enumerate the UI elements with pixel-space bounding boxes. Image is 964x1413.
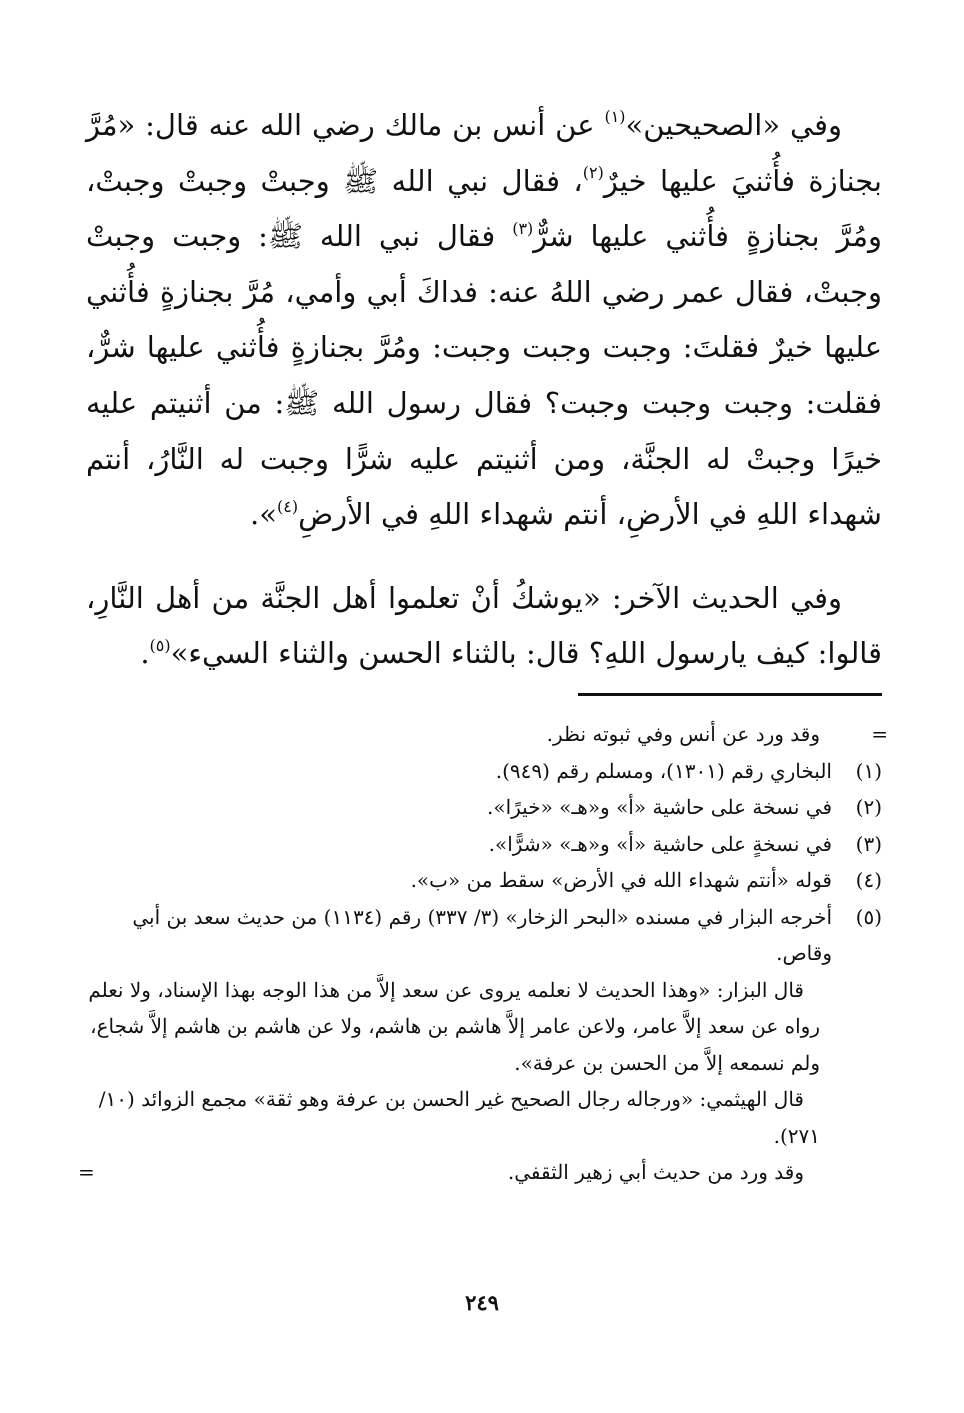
footnote-number: (٥) xyxy=(855,904,882,929)
footnote-ref-1[interactable]: (١) xyxy=(604,107,626,127)
footnote-separator xyxy=(578,693,882,696)
footnote-text: أخرجه البزار في مسنده «البحر الزخار» (٣/ ٣٣٧) رقم (١١٣٤) من حديث سعد بن أبي وقاص. xyxy=(132,904,832,965)
text-run: وفي «الصحيحين» xyxy=(625,108,842,142)
page-number: ٢٤٩ xyxy=(465,1290,499,1315)
last-line-text: وقد ورد من حديث أبي زهير الثقفي. xyxy=(507,1160,804,1184)
footnotes xyxy=(78,716,888,1191)
text-run: عن أنس بن مالك رضي الله عنه قال: «مُرَّ بجنازة فأُثنيَ عليها خيرٌ xyxy=(86,108,882,198)
bazzar-quote: قال البزار: «وهذا الحديث لا نعلمه يروى عن سعد إلاَّ من هذا الوجه بهذا الإسناد، ولا نعلم رواه عن سعد إلاَّ عامر، ولاعن عامر إلاَّ هاشم بن هاشم، ولا عن هاشم بن هاشم إلاَّ شجاع، ولم نسمعه إلاَّ من الحسن بن عرفة». xyxy=(88,977,820,1075)
footnote-3 xyxy=(86,826,882,863)
footnote-ref-2[interactable]: (٢) xyxy=(582,162,604,182)
footnote-number: (٣) xyxy=(855,831,882,856)
footnote-text: في نسخة على حاشية «أ» و«هـ» «خيرًا». xyxy=(487,795,832,819)
footnote-5 xyxy=(86,899,882,972)
footnote-ref-3[interactable]: (٣) xyxy=(512,218,534,238)
footnote-1 xyxy=(86,753,882,790)
footnote-ref-4[interactable]: (٤) xyxy=(276,496,299,516)
footnote-4 xyxy=(86,862,882,899)
footnote-number: (١) xyxy=(855,758,882,783)
main-text xyxy=(86,98,882,682)
continues-marker: = xyxy=(78,1160,95,1184)
footnote-number: (٢) xyxy=(855,795,882,819)
footnote-text: قوله «أنتم شهداء الله في الأرض» سقط من «ب». xyxy=(410,868,832,892)
text-run: . xyxy=(140,636,150,671)
footnote-continuation xyxy=(86,716,888,753)
text-run: ، فقال نبي الله ﷺ وجبتْ وجبتْ وجبتْ، ومُرَّ بجنازةٍ فأُثني عليها شرٌّ xyxy=(86,163,882,254)
paragraph-2 xyxy=(86,571,882,682)
text-run: وفي الحديث الآخر: «يوشكُ أنْ تعلموا أهل الجنَّة من أهل النَّارِ، قالوا: كيف يارسول اللهِ؟ قال: بالثناء الحسن والثناء السيء» xyxy=(86,580,882,671)
footnote-2 xyxy=(86,789,882,826)
footnote-last-line xyxy=(78,1154,882,1191)
paragraph-1 xyxy=(86,98,882,543)
continuation-marker: = xyxy=(871,722,888,746)
continuation-text: وقد ورد عن أنس وفي ثبوته نظر. xyxy=(546,722,820,746)
footnote-number: (٤) xyxy=(855,868,882,892)
haythami-quote: قال الهيثمي: «ورجاله رجال الصحيح غير الحسن بن عرفة وهو ثقة» مجمع الزوائد (١٠/ ٢٧١). xyxy=(98,1087,820,1148)
footnote-text: البخاري رقم (١٣٠١)، ومسلم رقم (٩٤٩). xyxy=(495,758,832,783)
text-run: فقال نبي الله ﷺ: وجبت وجبتْ وجبتْ، فقال عمر رضي اللهُ عنه: فداكَ أبي وأمي، مُرَّ بجنازةٍ فأُثني عليها خيرٌ فقلتَ: وجبت وجبت وجبت: ومُرَّ بجنازةٍ فأُثني عليها شرٌّ، فقلت: وجبت وجبت وجبت؟ فقال رسول الله ﷺ: من أثنيتم عليه خيرًا وجبتْ له الجنَّة، ومن أثنيتم عليه شرًّا وجبت له النَّارُ، أنتم شهداء اللهِ في الأرضِ، أنتم شهداء اللهِ في الأرضِ xyxy=(86,219,882,532)
footnote-ref-5[interactable]: (٥) xyxy=(149,635,171,655)
footnote-text: في نسخةٍ على حاشية «أ» و«هـ» «شرًّا». xyxy=(488,831,832,856)
text-run: ». xyxy=(250,497,277,532)
